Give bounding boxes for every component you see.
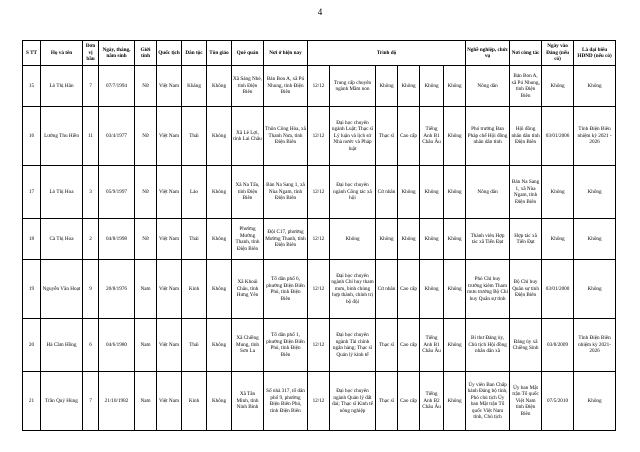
cell-unit: 6 <box>83 319 99 372</box>
cell-unit: 7 <box>83 66 99 107</box>
cell-hometown: Xã Khoái Châu, tỉnh Hưng Yên <box>232 260 264 319</box>
cell-edu-politic: Không <box>398 166 420 219</box>
cell-gender: Nam <box>135 319 157 372</box>
cell-edu-politic: Cao cấp <box>398 107 420 166</box>
cell-dob: 21/10/1982 <box>99 372 135 431</box>
cell-residence: Tổ dân phố 6, phường Điện Biên Phủ, tỉnh Điện Biên <box>264 260 308 319</box>
cell-edu-prof: Không <box>330 219 376 260</box>
cell-occupation: Nông dân <box>466 66 510 107</box>
cell-edu-politic: Cao cấp <box>398 260 420 319</box>
cell-gender: Nữ <box>135 107 157 166</box>
cell-edu-it: Không <box>444 372 466 431</box>
cell-edu-it: Không <box>444 66 466 107</box>
cell-dob: 07/7/1994 <box>99 66 135 107</box>
cell-nationality: Việt Nam <box>157 319 182 372</box>
col-stt: S TT <box>23 41 41 66</box>
table-row <box>23 319 616 372</box>
cell-unit: 9 <box>83 260 99 319</box>
table-row <box>23 107 616 166</box>
cell-edu-lang: Không <box>420 260 444 319</box>
cell-residence: Bản Bon A, xã Pú Nhung, tỉnh Điện Biên <box>264 66 308 107</box>
cell-edu-it: Không <box>444 219 466 260</box>
cell-council: Không <box>574 166 616 219</box>
cell-ethnicity: Thái <box>182 107 207 166</box>
cell-hometown: Xã Na Tấu, tỉnh Điện Biên <box>232 166 264 219</box>
cell-stt: 15 <box>23 66 41 107</box>
cell-occupation: Thành viên Hợp tác xã Tiến Đạt <box>466 219 510 260</box>
cell-hometown: Xã Chiềng Mung, tỉnh Sơn La <box>232 319 264 372</box>
cell-edu-prof: Trung cấp chuyên ngành Mầm non <box>330 66 376 107</box>
col-workplace: Nơi công tác <box>510 41 542 66</box>
cell-edu-prof: Đại học chuyên ngành Quản lý đất đai; Thạc sĩ Kinh tế nông nghiệp <box>330 372 376 431</box>
cell-unit: 11 <box>83 107 99 166</box>
cell-nationality: Việt Nam <box>157 107 182 166</box>
cell-party-date: Không <box>542 66 574 107</box>
cell-ethnicity: Kinh <box>182 372 207 431</box>
cell-religion: Không <box>207 66 232 107</box>
cell-council: Tỉnh Điện Biên nhiệm kỳ 2021 - 2026 <box>574 107 616 166</box>
cell-name: Lò Thị Hân <box>41 66 83 107</box>
cell-edu-it: Không <box>444 260 466 319</box>
cell-edu-general: 12/12 <box>308 66 330 107</box>
cell-council: Tỉnh Điện Biên nhiệm kỳ 2021-2026 <box>574 319 616 372</box>
col-nationality: Quốc tịch <box>157 41 182 66</box>
cell-ethnicity: Kháng <box>182 66 207 107</box>
cell-edu-general: 12/12 <box>308 319 330 372</box>
cell-dob: 03/4/1977 <box>99 107 135 166</box>
cell-name: Hà Cầm Hồng <box>41 319 83 372</box>
cell-religion: Không <box>207 166 232 219</box>
table-row <box>23 166 616 219</box>
cell-stt: 19 <box>23 260 41 319</box>
cell-residence: Bản Na Sang 1, xã Nùa Ngam, tỉnh Điện Biên <box>264 166 308 219</box>
cell-council: Không <box>574 372 616 431</box>
col-occupation: Nghề nghiệp, chức vụ <box>466 41 510 66</box>
cell-name: Lò Thị Hoa <box>41 166 83 219</box>
cell-edu-lang: Tiếng Anh B1 Châu Âu <box>420 107 444 166</box>
cell-gender: Nam <box>135 260 157 319</box>
cell-edu-prof: Đại học chuyên ngành Chỉ huy tham mưu, binh chủng hợp thành, chính trị bộ đội <box>330 260 376 319</box>
cell-dob: 04/6/1980 <box>99 319 135 372</box>
cell-religion: Không <box>207 372 232 431</box>
cell-name: Trần Quý Hùng <box>41 372 83 431</box>
cell-edu-degree: Không <box>376 66 398 107</box>
cell-hometown: Phường Mường Thanh, tỉnh Điện Biên <box>232 219 264 260</box>
cell-party-date: 03/8/2009 <box>542 319 574 372</box>
cell-edu-degree: Thạc sĩ <box>376 372 398 431</box>
cell-name: Lường Thu Hiền <box>41 107 83 166</box>
cell-name: Cà Thị Hoa <box>41 219 83 260</box>
col-gender: Giới tính <box>135 41 157 66</box>
col-education: Trình độ <box>308 41 466 66</box>
cell-unit: 7 <box>83 372 99 431</box>
cell-religion: Không <box>207 260 232 319</box>
cell-edu-lang: Tiếng Anh B1 Châu Âu <box>420 319 444 372</box>
col-name: Họ và tên <box>41 41 83 66</box>
cell-religion: Không <box>207 219 232 260</box>
col-residence: Nơi ở hiện nay <box>264 41 308 66</box>
cell-ethnicity: Kinh <box>182 260 207 319</box>
cell-workplace: Đảng ủy xã Chiềng Sinh <box>510 319 542 372</box>
cell-edu-it: Không <box>444 166 466 219</box>
cell-council: Không <box>574 66 616 107</box>
cell-stt: 20 <box>23 319 41 372</box>
cell-edu-prof: Đại học chuyên ngành Tài chính ngân hàng; Thạc sĩ Quản lý kinh tế <box>330 319 376 372</box>
cell-edu-politic: Không <box>398 66 420 107</box>
cell-occupation: Ủy viên Ban Chấp hành Đảng bộ tỉnh, Phó chủ tịch Ủy ban Mặt trận Tổ quốc Việt Nam tỉnh, Chủ tịch <box>466 372 510 431</box>
cell-nationality: Việt Nam <box>157 260 182 319</box>
cell-gender: Nữ <box>135 219 157 260</box>
cell-ethnicity: Thái <box>182 319 207 372</box>
cell-occupation: Bí thư Đảng ủy, Chủ tịch Hội đồng nhân dân xã <box>466 319 510 372</box>
cell-hometown: Xã Tân Minh, tỉnh Ninh Bình <box>232 372 264 431</box>
header-row <box>23 41 616 66</box>
cell-council: Không <box>574 260 616 319</box>
col-religion: Tôn giáo <box>207 41 232 66</box>
cell-dob: 05/9/1997 <box>99 166 135 219</box>
cell-occupation: Phó Chỉ huy trưởng kiêm Tham mưu trưởng Bộ Chỉ huy Quân sự tỉnh <box>466 260 510 319</box>
candidate-table <box>22 40 616 431</box>
col-hometown: Quê quán <box>232 41 264 66</box>
col-council: Là đại biểu HĐND (nếu có) <box>574 41 616 66</box>
cell-hometown: Xã Lê Lợi, tỉnh Lai Châu <box>232 107 264 166</box>
cell-stt: 21 <box>23 372 41 431</box>
cell-edu-it: Không <box>444 107 466 166</box>
cell-edu-politic: Cao cấp <box>398 372 420 431</box>
cell-stt: 16 <box>23 107 41 166</box>
cell-edu-general: 12/12 <box>308 219 330 260</box>
cell-stt: 17 <box>23 166 41 219</box>
cell-residence: Đội C17, phường Mường Thanh, tỉnh Điện Biên <box>264 219 308 260</box>
col-dob: Ngày, tháng, năm sinh <box>99 41 135 66</box>
cell-residence: Số nhà 317, tổ dân phố 9, phường Điện Biên Phủ, tỉnh Điện Biên <box>264 372 308 431</box>
cell-edu-prof: Đại học chuyên ngành Công tác xã hội <box>330 166 376 219</box>
cell-edu-general: 12/12 <box>308 166 330 219</box>
col-ethnicity: Dân tộc <box>182 41 207 66</box>
cell-gender: Nữ <box>135 166 157 219</box>
cell-unit: 2 <box>83 219 99 260</box>
table-row <box>23 372 616 431</box>
cell-party-date: Không <box>542 219 574 260</box>
cell-ethnicity: Thái <box>182 219 207 260</box>
cell-workplace: Bản Na Sang 1, xã Nùa Ngam, tỉnh Điện Biên <box>510 166 542 219</box>
cell-dob: 04/8/1998 <box>99 219 135 260</box>
cell-edu-lang: Không <box>420 166 444 219</box>
cell-edu-lang: Không <box>420 66 444 107</box>
cell-residence: Tổ dân phố 1, phường Điện Biên Phủ, tỉnh Điện Biên <box>264 319 308 372</box>
cell-edu-politic: Không <box>398 219 420 260</box>
cell-edu-degree: Cử nhân <box>376 260 398 319</box>
cell-edu-lang: Tiếng Anh B2 Châu Âu <box>420 372 444 431</box>
col-unit: Đơn vị bầu <box>83 41 99 66</box>
cell-party-date: 03/01/2000 <box>542 260 574 319</box>
cell-ethnicity: Lào <box>182 166 207 219</box>
cell-occupation: Nông dân <box>466 166 510 219</box>
cell-edu-lang: Không <box>420 219 444 260</box>
cell-gender: Nam <box>135 372 157 431</box>
cell-edu-general: 12/12 <box>308 372 330 431</box>
table-row <box>23 66 616 107</box>
cell-edu-politic: Cao cấp <box>398 319 420 372</box>
cell-party-date: 03/01/2006 <box>542 107 574 166</box>
cell-religion: Không <box>207 319 232 372</box>
cell-workplace: Bản Bon A, xã Pú Nhung, tỉnh Điện Biên <box>510 66 542 107</box>
cell-party-date: 07/5/2010 <box>542 372 574 431</box>
cell-party-date: Không <box>542 166 574 219</box>
cell-dob: 20/8/1976 <box>99 260 135 319</box>
table-row <box>23 219 616 260</box>
cell-workplace: Ủy ban Mặt trận Tổ quốc Việt Nam tỉnh Điện Biên <box>510 372 542 431</box>
cell-stt: 18 <box>23 219 41 260</box>
cell-gender: Nữ <box>135 66 157 107</box>
cell-edu-it: Không <box>444 319 466 372</box>
cell-unit: 3 <box>83 166 99 219</box>
cell-religion: Không <box>207 107 232 166</box>
table-row <box>23 260 616 319</box>
cell-workplace: Hợp tác xã Tiến Đạt <box>510 219 542 260</box>
cell-edu-general: 12/12 <box>308 107 330 166</box>
cell-edu-degree: Cử nhân <box>376 166 398 219</box>
cell-workplace: Bộ Chỉ huy Quân sự tỉnh Điện Biên <box>510 260 542 319</box>
col-party-date: Ngày vào Đảng (nếu có) <box>542 41 574 66</box>
cell-edu-degree: Thạc sĩ <box>376 319 398 372</box>
cell-council: Không <box>574 219 616 260</box>
cell-nationality: Việt Nam <box>157 66 182 107</box>
cell-name: Nguyễn Văn Hoạt <box>41 260 83 319</box>
cell-workplace: Hội đồng nhân dân tỉnh Điện Biên <box>510 107 542 166</box>
cell-nationality: Việt Nam <box>157 219 182 260</box>
cell-occupation: Phó trưởng Ban Pháp chế Hội đồng nhân dân tỉnh <box>466 107 510 166</box>
cell-edu-degree: Không <box>376 219 398 260</box>
cell-residence: Thôn Công Hòa, xã Thanh Nưa, tỉnh Điện Biên <box>264 107 308 166</box>
cell-edu-general: 12/12 <box>308 260 330 319</box>
cell-nationality: Việt Nam <box>157 166 182 219</box>
page-number: 4 <box>317 7 323 17</box>
cell-edu-prof: Đại học chuyên ngành Luật; Thạc sĩ Lý luận và lịch sử Nhà nước và Pháp luật <box>330 107 376 166</box>
cell-hometown: Xã Sáng Nhè, tỉnh Điện Biên <box>232 66 264 107</box>
cell-nationality: Việt Nam <box>157 372 182 431</box>
cell-edu-degree: Thạc sĩ <box>376 107 398 166</box>
